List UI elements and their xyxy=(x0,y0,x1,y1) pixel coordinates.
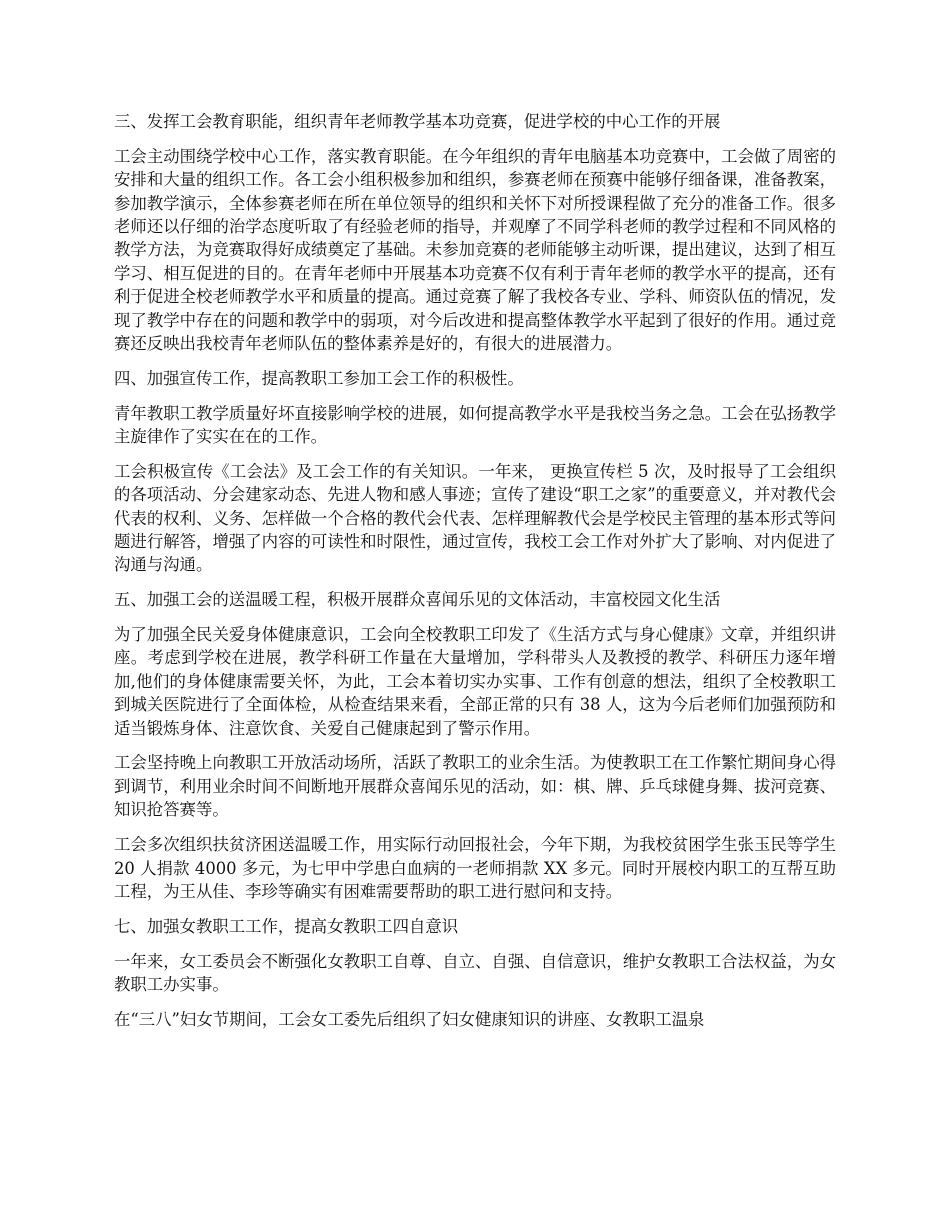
section-heading-4: 四、加强宣传工作，提高教职工参加工会工作的积极性。 xyxy=(114,368,524,388)
paragraph-womens-day: 在“三八”妇女节期间，工会女工委先后组织了妇女健康知识的讲座、女教职工温泉 xyxy=(114,1009,705,1029)
paragraph-women-rights: 一年来，女工委员会不断强化女教职工自尊、自立、自强、自信意识，维护女教职工合法权益，为女教职工办实事。 xyxy=(114,951,836,994)
paragraph-poverty-relief: 工会多次组织扶贫济困送温暖工作，用实际行动回报社会，今年下期，为我校贫困学生张玉民等学生 20 人捐款 4000 多元，为七甲中学患白血病的一老师捐款 XX 多元。同时开展校内职工的互帮互助工程，为王从佳、李珍等确实有困难需要帮助的职工进行慰问和支持。 xyxy=(114,835,836,901)
section-heading-7: 七、加强女教职工工作，提高女教职工四自意识 xyxy=(114,916,459,936)
paragraph-activities: 工会坚持晚上向教职工开放活动场所，活跃了教职工的业余生活。为使教职工在工作繁忙期间身心得到调节，利用业余时间不间断地开展群众喜闻乐见的活动，如：棋、牌、乒乓球健身舞、拔河竞赛、知识抢答赛等。 xyxy=(114,753,836,820)
section-heading-3: 三、发挥工会教育职能，组织青年老师教学基本功竞赛，促进学校的中心工作的开展 xyxy=(114,112,721,131)
section-heading-5: 五、加强工会的送温暖工程，积极开展群众喜闻乐见的文体活动，丰富校园文化生活 xyxy=(114,590,721,610)
paragraph-teaching-quality: 青年教职工教学质量好坏直接影响学校的进展，如何提高教学水平是我校当务之急。工会在弘扬教学主旋律作了实实在在的工作。 xyxy=(114,403,836,447)
paragraph-teaching-competition: 工会主动围绕学校中心工作，落实教育职能。在今年组织的青年电脑基本功竞赛中，工会做了周密的安排和大量的组织工作。各工会小组积极参加和组织，参赛老师在预赛中能够仔细备课，准备教案，参加教学演示，全体参赛老师在所在单位领导的组织和关怀下对所授课程做了充分的准备工作。很多老师还以仔细的治学态度听取了有经验老师的指导，并观摩了不同学科老师的教学过程和不同风格的教学方法，为竞赛取得好成绩奠定了基础。未参加竞赛的老师能够主动听课，提出建议，达到了相互学习、相互促进的目的。在青年老师中开展基本功竞赛不仅有利于青年老师的教学水平的提高，还有利于促进全校老师教学水平和质量的提高。通过竞赛了解了我校各专业、学科、师资队伍的情况，发现了教学中存在的问题和教学中的弱项，对今后改进和提高整体教学水平起到了很好的作用。通过竞赛还反映出我校青年老师队伍的整体素养是好的，有很大的进展潜力。 xyxy=(114,146,836,354)
paragraph-health-checkup: 为了加强全民关爱身体健康意识，工会向全校教职工印发了《生活方式与身心健康》文章，并组织讲座。考虑到学校在进展，教学科研工作量在大量增加，学科带头人及教授的教学、科研压力逐年增加,他们的身体健康需要关怀，为此，工会本着切实办实事、工作有创意的想法，组织了全校教职工到城关医院进行了全面体检，从检查结果来看，全部正常的只有 38 人，这为今后老师们加强预防和适当锻炼身体、注意饮食、关爱自己健康起到了警示作用。 xyxy=(114,625,836,738)
document-body xyxy=(114,110,836,1043)
paragraph-publicity: 工会积极宣传《工会法》及工会工作的有关知识。一年来， 更换宣传栏 5 次，及时报导了工会组织的各项活动、分会建家动态、先进人物和感人事迹；宣传了建设“职工之家”的重要意义，并对教代会代表的权利、义务、怎样做一个合格的教代会代表、怎样理解教代会是学校民主管理的基本形式等问题进行解答，增强了内容的可读性和时限性，通过宣传，我校工会工作对外扩大了影响、对内促进了沟通与沟通。 xyxy=(114,461,836,575)
